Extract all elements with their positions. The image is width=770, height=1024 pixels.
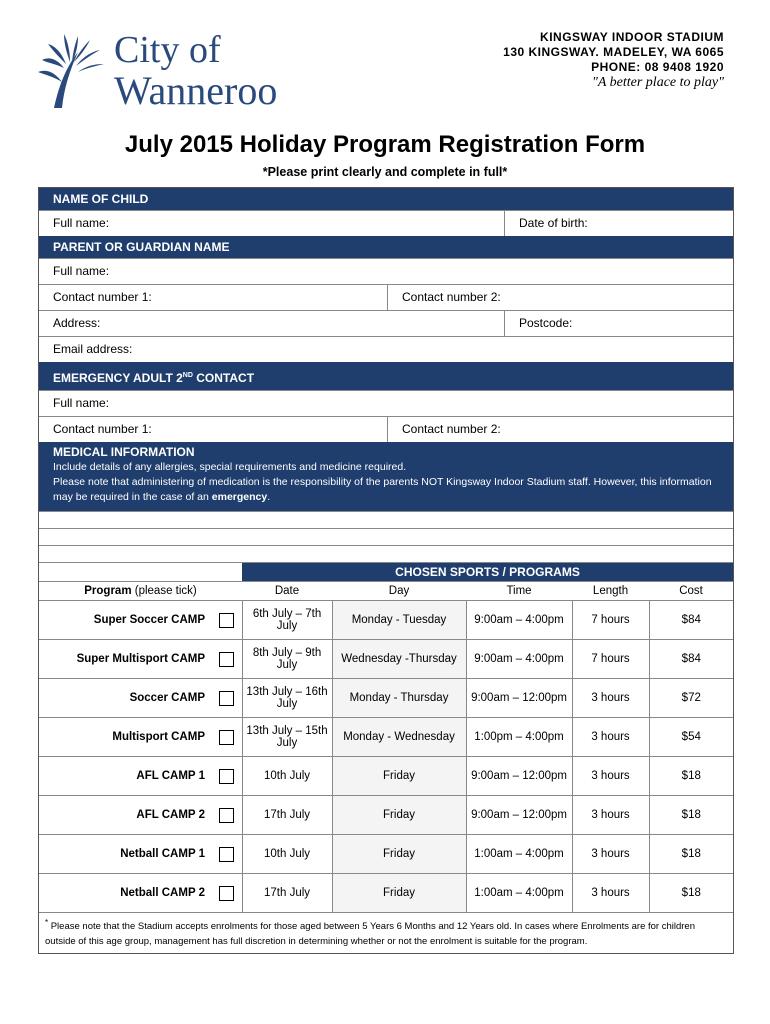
- program-checkbox-cell[interactable]: [211, 757, 242, 796]
- program-checkbox-cell[interactable]: [211, 679, 242, 718]
- table-row: [39, 601, 733, 640]
- sports-heading-spacer: [39, 563, 242, 581]
- table-row: [39, 796, 733, 835]
- parent-address-row: [39, 310, 733, 336]
- program-checkbox-cell[interactable]: [211, 718, 242, 757]
- emergency-contact-row: [39, 416, 733, 442]
- program-time: 9:00am – 4:00pm: [466, 640, 572, 679]
- program-checkbox[interactable]: [219, 808, 234, 823]
- venue-name: KINGSWAY INDOOR STADIUM: [540, 30, 724, 44]
- table-row: [39, 835, 733, 874]
- medical-line1: Include details of any allergies, special requirements and medicine required.: [53, 461, 407, 473]
- footnote-text: Please note that the Stadium accepts enrolments for those aged between 5 Years 6 Months and 12 Years old. In cases where Enrolments are for children outside of this age group, management has full discretion in determining whether or not the enrolment is suitable for the program.: [45, 921, 696, 948]
- program-checkbox[interactable]: [219, 613, 234, 628]
- program-checkbox-cell[interactable]: [211, 874, 242, 913]
- emergency-heading-text: EMERGENCY ADULT 2: [53, 371, 183, 385]
- program-time: 9:00am – 4:00pm: [466, 601, 572, 640]
- program-name: Multisport CAMP: [39, 718, 211, 757]
- program-time: 1:00am – 4:00pm: [466, 874, 572, 913]
- section-emergency-heading: [39, 362, 733, 390]
- table-row: [39, 757, 733, 796]
- program-checkbox-cell[interactable]: [211, 640, 242, 679]
- col-cost: Cost: [649, 582, 733, 601]
- medical-blank-line-2[interactable]: [39, 528, 733, 545]
- col-program: [39, 582, 242, 601]
- program-checkbox-cell[interactable]: [211, 796, 242, 835]
- table-row: [39, 679, 733, 718]
- program-day: Friday: [332, 796, 466, 835]
- parent-contact2-field[interactable]: Contact number 2:: [387, 285, 733, 310]
- parent-email-row: [39, 336, 733, 362]
- logo-text-city: City of: [114, 29, 221, 71]
- program-length: 3 hours: [572, 757, 649, 796]
- program-name: Netball CAMP 1: [39, 835, 211, 874]
- emergency-contact2-field[interactable]: Contact number 2:: [387, 417, 733, 442]
- child-dob-field[interactable]: Date of birth:: [504, 211, 733, 236]
- emergency-heading-end: CONTACT: [192, 371, 255, 385]
- program-name: Super Soccer CAMP: [39, 601, 211, 640]
- sports-table-header: [39, 582, 733, 601]
- emergency-name-row: [39, 390, 733, 416]
- program-time: 1:00pm – 4:00pm: [466, 718, 572, 757]
- program-cost: $54: [649, 718, 733, 757]
- parent-postcode-field[interactable]: Postcode:: [504, 311, 733, 336]
- emergency-contact1-field[interactable]: Contact number 1:: [53, 422, 152, 436]
- col-program-label: Program: [84, 585, 132, 597]
- program-name: Netball CAMP 2: [39, 874, 211, 913]
- medical-line2-end: .: [267, 491, 271, 503]
- program-cost: $18: [649, 835, 733, 874]
- program-checkbox-cell[interactable]: [211, 835, 242, 874]
- program-length: 7 hours: [572, 640, 649, 679]
- col-date: Date: [242, 582, 332, 601]
- logo-text-wanneroo: Wanneroo: [114, 68, 278, 113]
- program-length: 3 hours: [572, 679, 649, 718]
- parent-address-field[interactable]: Address:: [53, 316, 101, 330]
- program-length: 7 hours: [572, 601, 649, 640]
- section-parent-heading: PARENT OR GUARDIAN NAME: [39, 236, 733, 258]
- form-instruction: *Please print clearly and complete in full*: [262, 165, 508, 179]
- col-time: Time: [466, 582, 572, 601]
- program-length: 3 hours: [572, 835, 649, 874]
- parent-contact-row: [39, 284, 733, 310]
- program-checkbox[interactable]: [219, 730, 234, 745]
- child-row: [39, 210, 733, 236]
- program-checkbox[interactable]: [219, 847, 234, 862]
- program-length: 3 hours: [572, 718, 649, 757]
- sports-heading-row: [39, 562, 733, 581]
- program-day: Friday: [332, 835, 466, 874]
- program-name: Super Multisport CAMP: [39, 640, 211, 679]
- program-length: 3 hours: [572, 874, 649, 913]
- parent-name-row: [39, 258, 733, 284]
- program-checkbox[interactable]: [219, 886, 234, 901]
- medical-emergency-word: emergency: [211, 491, 268, 503]
- registration-form: [38, 187, 734, 954]
- section-medical: [39, 442, 733, 511]
- city-logo: [34, 28, 324, 112]
- program-time: 9:00am – 12:00pm: [466, 757, 572, 796]
- program-time: 9:00am – 12:00pm: [466, 796, 572, 835]
- child-full-name-field[interactable]: Full name:: [53, 216, 110, 230]
- program-checkbox[interactable]: [219, 769, 234, 784]
- venue-info: [503, 30, 724, 90]
- program-date: 10th July: [242, 757, 332, 796]
- venue-slogan: "A better place to play": [591, 75, 724, 90]
- venue-address: 130 KINGSWAY. MADELEY, WA 6065: [503, 45, 724, 59]
- parent-contact1-field[interactable]: Contact number 1:: [53, 290, 152, 304]
- program-name: AFL CAMP 1: [39, 757, 211, 796]
- program-day: Monday - Wednesday: [332, 718, 466, 757]
- program-name: AFL CAMP 2: [39, 796, 211, 835]
- program-cost: $18: [649, 757, 733, 796]
- program-cost: $84: [649, 640, 733, 679]
- program-time: 1:00am – 4:00pm: [466, 835, 572, 874]
- program-day: Monday - Thursday: [332, 679, 466, 718]
- table-row: [39, 640, 733, 679]
- plant-logo-icon: [34, 30, 110, 110]
- program-date: 17th July: [242, 874, 332, 913]
- table-row: [39, 874, 733, 913]
- program-time: 9:00am – 12:00pm: [466, 679, 572, 718]
- program-date: 10th July: [242, 835, 332, 874]
- footnote-marker: *: [45, 918, 49, 927]
- program-day: Monday - Tuesday: [332, 601, 466, 640]
- footnote: [39, 912, 733, 953]
- program-date: 17th July: [242, 796, 332, 835]
- form-title: July 2015 Holiday Program Registration Form: [124, 131, 646, 158]
- table-row: [39, 718, 733, 757]
- medical-line2-text: Please note that administering of medication is the responsibility of the parents NOT Kingsway Indoor Stadium staff. However, this information may be required in the case of an: [53, 476, 712, 503]
- medical-heading: MEDICAL INFORMATION: [53, 445, 195, 459]
- program-day: Wednesday -Thursday: [332, 640, 466, 679]
- sports-heading: CHOSEN SPORTS / PROGRAMS: [242, 563, 733, 581]
- emergency-heading-sup: ND: [182, 372, 193, 379]
- parent-full-name-field[interactable]: Full name:: [53, 264, 110, 278]
- program-cost: $84: [649, 601, 733, 640]
- parent-email-field[interactable]: Email address:: [53, 342, 133, 356]
- sports-table-body: [39, 601, 733, 913]
- program-checkbox[interactable]: [219, 691, 234, 706]
- program-date: 8th July – 9th July: [242, 640, 332, 679]
- program-length: 3 hours: [572, 796, 649, 835]
- program-checkbox-cell[interactable]: [211, 601, 242, 640]
- section-child-heading: NAME OF CHILD: [39, 188, 733, 210]
- col-length: Length: [572, 582, 649, 601]
- program-checkbox[interactable]: [219, 652, 234, 667]
- program-date: 13th July – 16th July: [242, 679, 332, 718]
- col-program-note: (please tick): [131, 585, 197, 597]
- program-day: Friday: [332, 757, 466, 796]
- program-day: Friday: [332, 874, 466, 913]
- program-cost: $18: [649, 874, 733, 913]
- venue-phone: PHONE: 08 9408 1920: [591, 60, 724, 74]
- sports-table: [39, 581, 733, 912]
- program-name: Soccer CAMP: [39, 679, 211, 718]
- medical-blank-line-3[interactable]: [39, 545, 733, 562]
- medical-blank-line-1[interactable]: [39, 511, 733, 528]
- medical-line2: [53, 475, 719, 505]
- emergency-full-name-field[interactable]: Full name:: [53, 396, 110, 410]
- program-cost: $72: [649, 679, 733, 718]
- program-date: 6th July – 7th July: [242, 601, 332, 640]
- program-cost: $18: [649, 796, 733, 835]
- program-date: 13th July – 15th July: [242, 718, 332, 757]
- col-day: Day: [332, 582, 466, 601]
